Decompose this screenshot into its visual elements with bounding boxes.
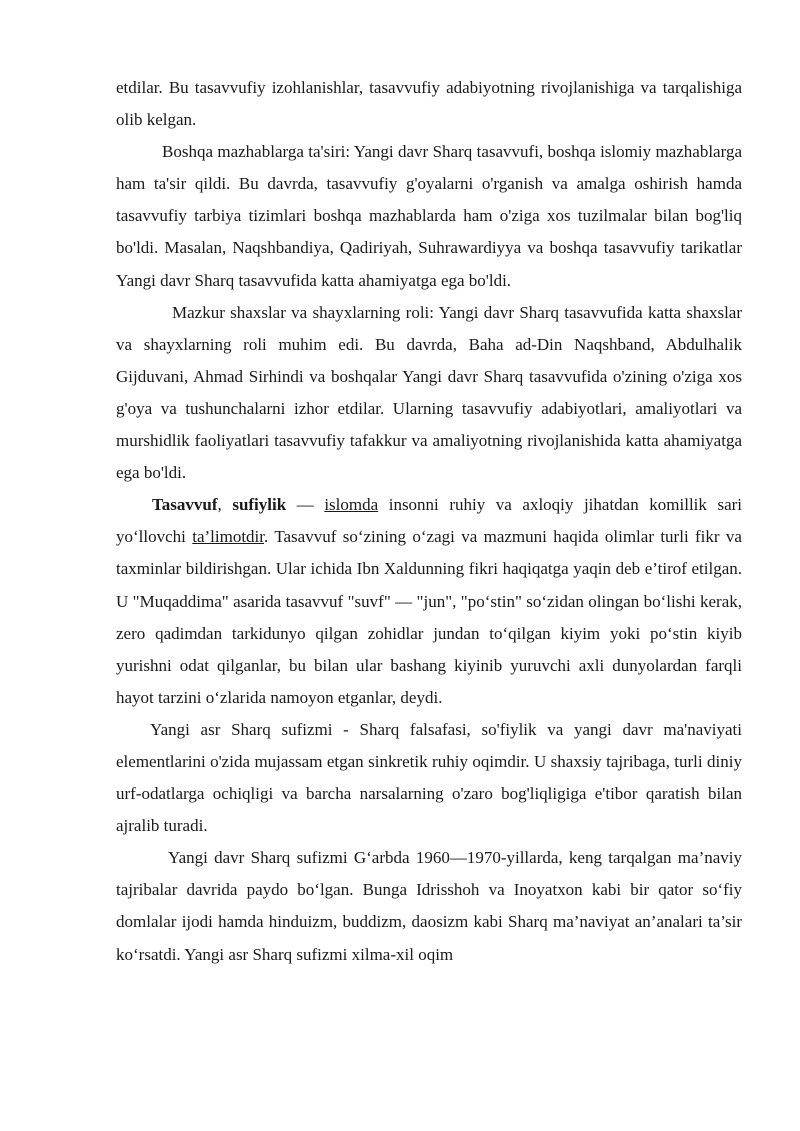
term-separator: , xyxy=(217,495,233,515)
paragraph-western-origins: Yangi davr Sharq sufizmi G‘arbda 1960—1970-yillarda, keng tarqalgan ma’naviy tajribalar davrida paydo bo‘lgan. Bunga Idrisshoh va Inoyatxon kabi bir qator so‘fiy domlalar ijodi hamda hinduizm, buddizm, daosizm kabi Sharq ma’naviyat an’analari ta’sir ko‘rsatdi. Yangi asr Sharq sufizmi xilma-xil oqim xyxy=(116,848,742,964)
definition-rest: . Tasavvuf so‘zining o‘zagi va mazmuni haqida olimlar turli fikr va taxminlar bildirishgan. Ular ichida Ibn Xaldunning fikri haqiqatga yaqin deb e’tirof etilgan. U "Muqaddima" asarida tasavvuf "suvf" — "jun", "po‘stin" so‘zidan olingan bo‘lishi kerak, zero qadimdan tarkidunyo qilgan zohidlar jundan to‘qilgan kiyim yoki po‘stin kiyib yurishni odat qilganlar, bu bilan ular bashang kiyinib yuruvchi axli dunyolardan farqli hayot tarzini o‘zlarida namoyon etganlar, deydi. xyxy=(116,527,742,707)
term-sufiylik: sufiylik xyxy=(232,495,287,515)
link-islomda[interactable]: islomda xyxy=(324,495,379,515)
paragraph-intro-continuation: etdilar. Bu tasavvufiy izohlanishlar, tasavvufiy adabiyotning rivojlanishiga va tarqalishiga olib kelgan. xyxy=(116,78,742,130)
paragraph-other-schools: Boshqa mazhablarga ta'siri: Yangi davr Sharq tasavvufi, boshqa islomiy mazhablarga ham ta'sir qildi. Bu davrda, tasavvufiy g'oyalarni o'rganish va amalga oshirish hamda tasavvufiy tarbiya tizimlari boshqa mazhablarda ham o'ziga xos tuzilmalar bilan bog'liq bo'ldi. Masalan, Naqshbandiya, Qadiriyah, Suhrawardiyya va boshqa tasavvufiy tarikatlar Yangi davr Sharq tasavvufida katta ahamiyatga ega bo'ldi. xyxy=(116,142,742,290)
paragraph-tasavvuf-definition xyxy=(116,489,742,714)
link-talimotdir[interactable]: ta’limotdir xyxy=(192,527,265,547)
paragraph-new-age-sufism: Yangi asr Sharq sufizmi - Sharq falsafasi, so'fiylik va yangi davr ma'naviyati elementlarini o'zida mujassam etgan sinkretik ruhiy oqimdir. U shaxsiy tajribaga, turli diniy urf-odatlarga ochiqligi va barcha narsalarning o'zaro bog'liqligiga e'tibor qaratish bilan ajralib turadi. xyxy=(116,719,742,836)
term-tasavvuf: Tasavvuf xyxy=(152,495,218,515)
definition-middle: insonni ruhiy va axloqiy jihatdan komillik sari yo‘llovchi xyxy=(116,495,742,547)
em-dash: — xyxy=(286,495,325,515)
paragraph-sheikhs-role: Mazkur shaxslar va shayxlarning roli: Yangi davr Sharq tasavvufida katta shaxslar va shayxlarning roli muhim edi. Bu davrda, Baha ad-Din Naqshband, Abdulhalik Gijduvani, Ahmad Sirhindi va boshqalar Yangi davr Sharq tasavvufida o'zining o'ziga xos g'oya va tushunchalarni izhor etdilar. Ularning tasavvufiy adabiyotlari, amaliyotlari va murshidlik faoliyatlari tasavvufiy tafakkur va amaliyotning rivojlanishida katta ahamiyatga ega bo'ldi. xyxy=(116,302,742,483)
